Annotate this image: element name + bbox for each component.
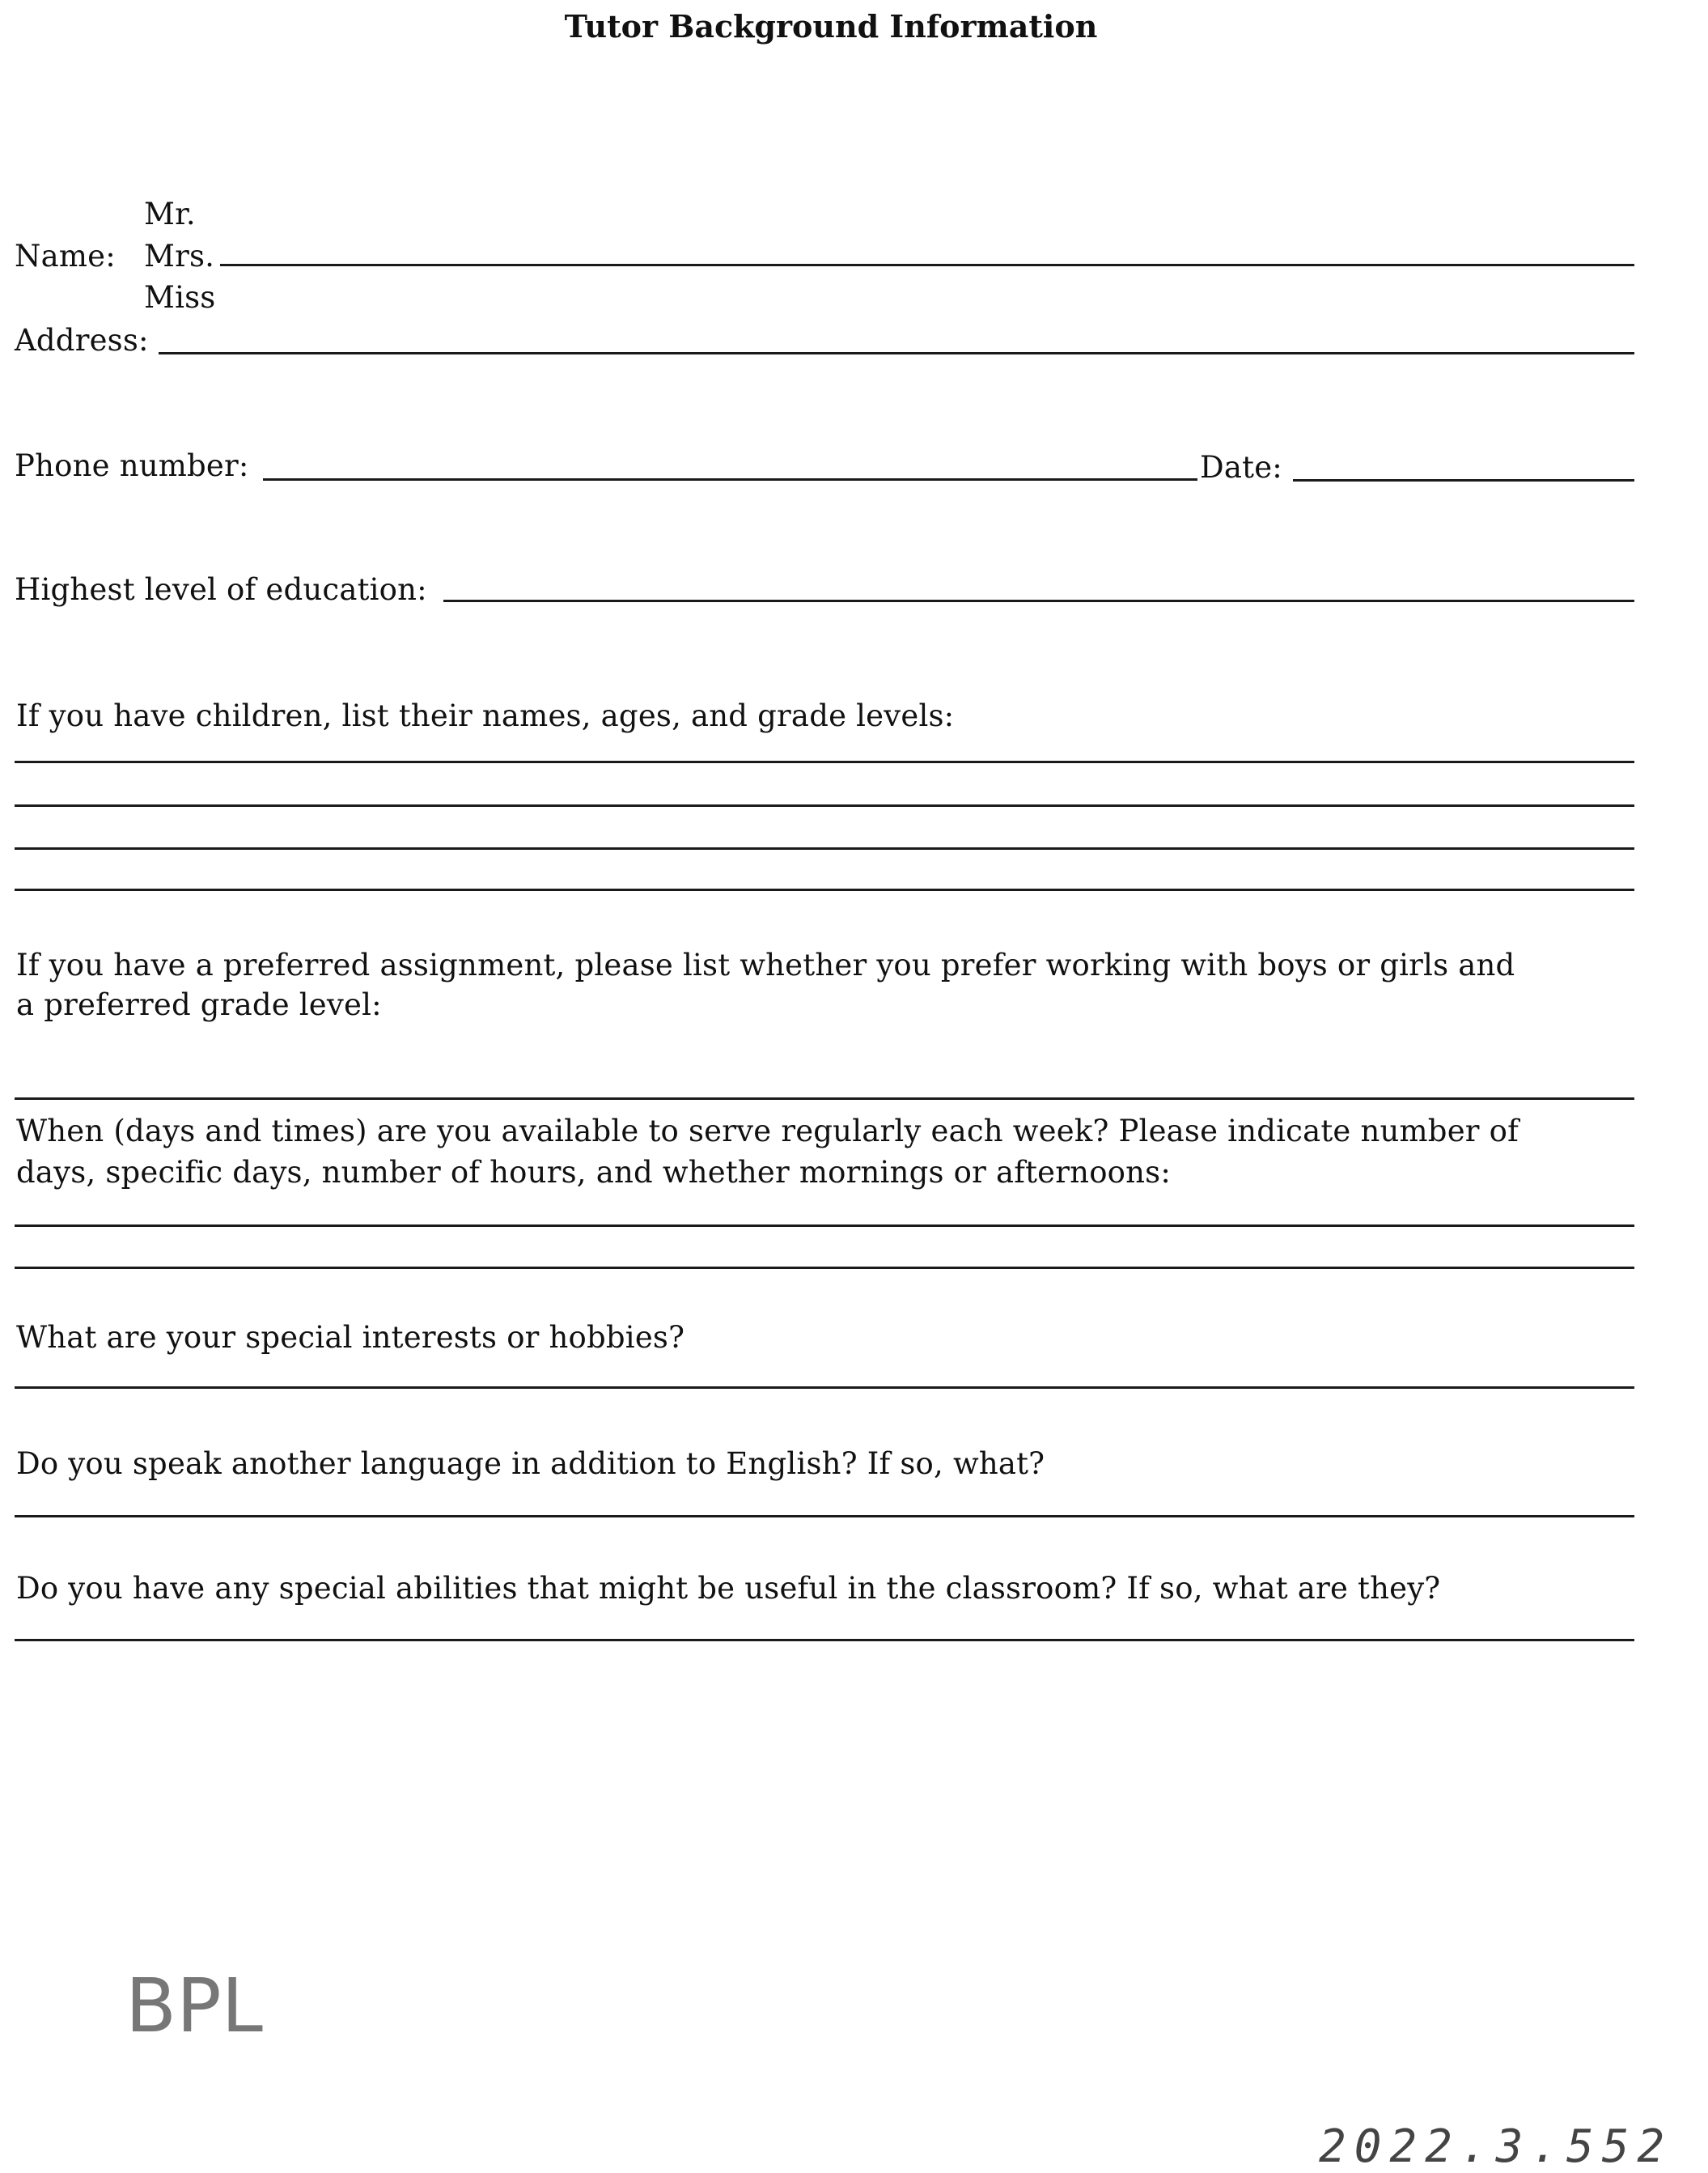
bpl-watermark: BPL [125,1963,263,2049]
children-field-line[interactable] [15,761,1634,763]
title-option-mr: Mr. [144,197,196,231]
form-title: Tutor Background Information [564,8,1098,45]
phone-field[interactable] [263,478,1197,481]
name-label: Name: [15,239,116,274]
date-field[interactable] [1293,479,1634,482]
title-option-miss: Miss [144,280,216,315]
interests-label: What are your special interests or hobbies? [16,1320,685,1355]
availability-field-line[interactable] [15,1224,1634,1227]
interests-field[interactable] [15,1386,1634,1389]
address-field[interactable] [159,352,1634,354]
education-field[interactable] [443,600,1634,602]
children-field-line[interactable] [15,847,1634,850]
date-label: Date: [1200,450,1282,485]
abilities-label: Do you have any special abilities that might be useful in the classroom? If so, what are they? [16,1571,1441,1606]
abilities-field[interactable] [15,1639,1634,1641]
children-label: If you have children, list their names, ages, and grade levels: [16,698,955,733]
assignment-field[interactable] [15,1097,1634,1100]
children-field-line[interactable] [15,804,1634,807]
assignment-label-line2: a preferred grade level: [16,987,382,1022]
language-label: Do you speak another language in addition to English? If so, what? [16,1446,1045,1481]
title-option-mrs: Mrs. [144,239,215,274]
education-label: Highest level of education: [15,572,427,607]
handwritten-accession-number: 2022.3.552 [1319,2120,1673,2173]
assignment-label-line1: If you have a preferred assignment, please list whether you prefer working with boys or girls and [16,948,1515,983]
address-label: Address: [15,323,149,358]
phone-label: Phone number: [15,448,249,483]
availability-label-line2: days, specific days, number of hours, and whether mornings or afternoons: [16,1155,1172,1190]
language-field[interactable] [15,1515,1634,1517]
availability-field-line[interactable] [15,1267,1634,1269]
children-field-line[interactable] [15,889,1634,891]
name-field[interactable] [220,264,1634,266]
availability-label-line1: When (days and times) are you available to serve regularly each week? Please indicate number of [16,1114,1519,1148]
